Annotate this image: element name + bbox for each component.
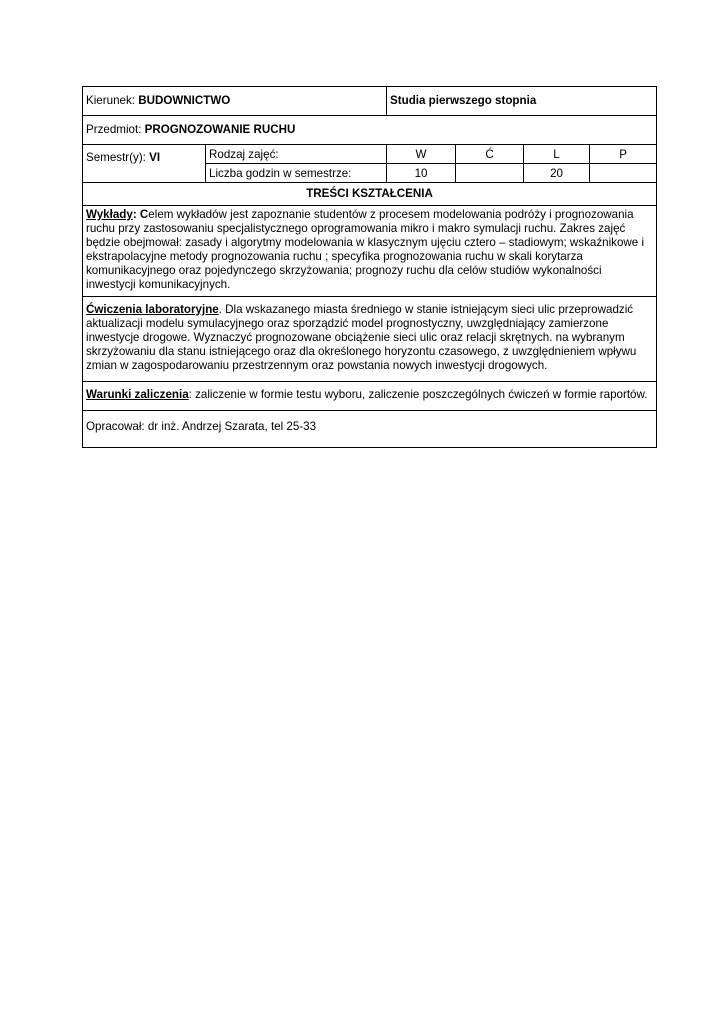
opracowal-row xyxy=(83,411,657,448)
semester-label: Semestr(y): xyxy=(86,151,150,164)
wyklady-cell xyxy=(83,206,657,297)
column-header-w: W xyxy=(387,145,456,164)
kierunek-value: BUDOWNICTWO xyxy=(138,94,231,107)
wyklady-row xyxy=(83,206,657,297)
rodzaj-label: Rodzaj zajęć: xyxy=(206,145,387,164)
cwiczenia-cell xyxy=(83,297,657,382)
semester-row-type xyxy=(83,145,657,164)
cwiczenia-text: . Dla wskazanego miasta średniego w stanie istniejącym sieci ulic przeprowadzić aktualizacji modelu symulacyjnego oraz sporządzić model prognostyczny, uwzględniający zamierzone inwestycje drogowe. Wyznaczyć prognozowane obciążenie sieci ulic oraz relacji skrętnych. na wybranym skrzyżowaniu dla stanu istniejącego oraz dla określonego horyzontu czasowego, z uwzględnieniem wpływu zmian w zagospodarowaniu przestrzennym oraz powstania nowych inwestycji drogowych. xyxy=(86,303,637,372)
semester-cell xyxy=(83,145,206,183)
hours-p xyxy=(590,164,657,183)
hours-c xyxy=(456,164,524,183)
content-title-row xyxy=(83,183,657,206)
wyklady-label: Wykłady xyxy=(86,208,133,221)
kierunek-label: Kierunek: xyxy=(86,94,139,107)
wyklady-first-letter: C xyxy=(139,208,149,221)
cwiczenia-label: Ćwiczenia laboratoryjne xyxy=(86,303,219,316)
wyklady-colon: : xyxy=(132,208,140,221)
cwiczenia-row xyxy=(83,297,657,382)
syllabus-table xyxy=(82,86,657,448)
content-title: TREŚCI KSZTAŁCENIA xyxy=(83,183,657,206)
warunki-row xyxy=(83,382,657,411)
studia-cell: Studia pierwszego stopnia xyxy=(387,87,657,116)
opracowal-cell: Opracował: dr inż. Andrzej Szarata, tel 25-33 xyxy=(83,411,657,448)
warunki-cell xyxy=(83,382,657,411)
przedmiot-value: PROGNOZOWANIE RUCHU xyxy=(144,123,296,136)
kierunek-cell xyxy=(83,87,387,116)
hours-l: 20 xyxy=(524,164,590,183)
przedmiot-label: Przedmiot: xyxy=(86,123,145,136)
header-row-przedmiot xyxy=(83,116,657,145)
column-header-p: P xyxy=(590,145,657,164)
liczba-label: Liczba godzin w semestrze: xyxy=(206,164,387,183)
column-header-c: Ć xyxy=(456,145,524,164)
warunki-text: : zaliczenie w formie testu wyboru, zaliczenie poszczególnych ćwiczeń w formie raportów. xyxy=(188,388,648,401)
syllabus-document xyxy=(82,86,656,448)
semester-value: VI xyxy=(149,151,161,164)
hours-w: 10 xyxy=(387,164,456,183)
column-header-l: L xyxy=(524,145,590,164)
header-row-kierunek xyxy=(83,87,657,116)
wyklady-text: elem wykładów jest zapoznanie studentów z procesem modelowania podróży i prognozowania ruchu przy zastosowaniu specjalistycznego oprogramowania mikro i makro symulacji ruchu. Zakres zajęć będzie obejmował: zasady i algorytmy modelowania w klasycznym ujęciu cztero – stadiowym; wskaźnikowe i ekstrapolacyjne metody prognozowania ruchu ; specyfika prognozowania ruchu w skali korytarza komunikacyjnego oraz pojedynczego skrzyżowania; prognozy ruchu dla celów studiów wykonalności inwestycji komunikacyjnych. xyxy=(86,208,645,291)
warunki-label: Warunki zaliczenia xyxy=(86,388,189,401)
przedmiot-cell xyxy=(83,116,657,145)
